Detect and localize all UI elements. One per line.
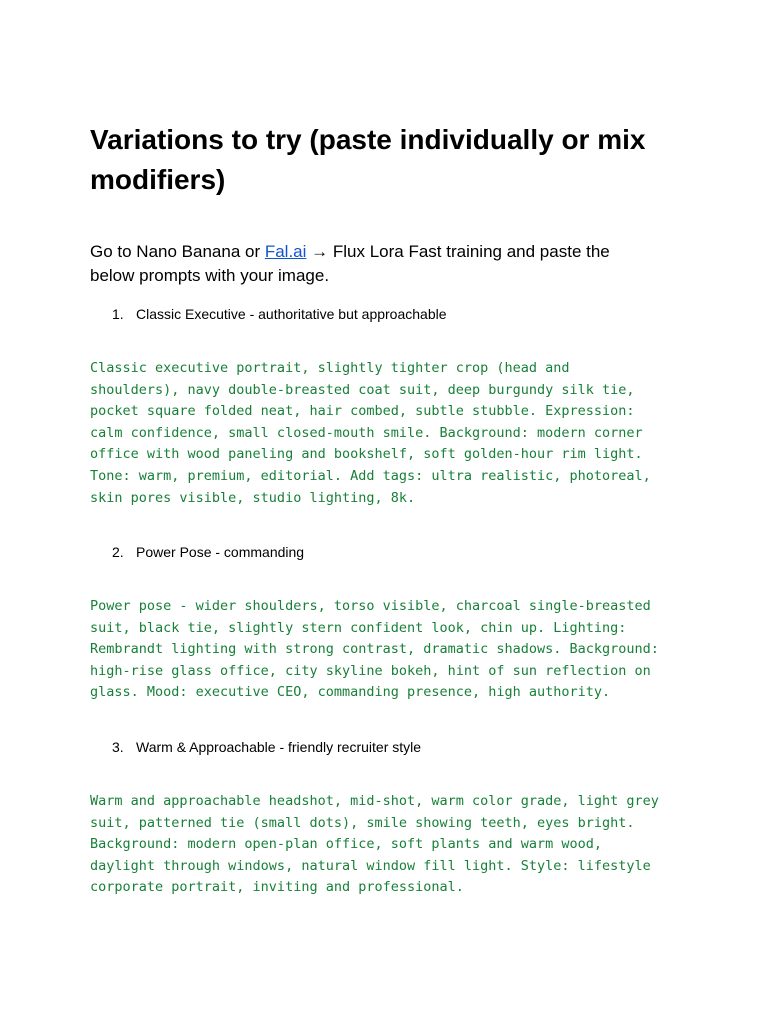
prompt-code-block-classic-executive: Classic executive portrait, slightly tighter crop (head and shoulders), navy double-breasted coat suit, deep burgundy silk tie, pocket square folded neat, hair combed, subtle stubble. Expression: calm confidence, small closed-mouth smile. Background: modern corner office with wood paneling and bookshelf, soft golden-hour rim light. Tone: warm, premium, editorial. Add tags: ultra realistic, photoreal, skin pores visible, studio lighting, 8k. xyxy=(90,360,651,506)
list-item-power-pose xyxy=(112,542,672,562)
intro-text-before-link: Go to Nano Banana or xyxy=(90,242,265,261)
list-item-warm-approachable xyxy=(112,737,672,757)
intro-text-after-link: → Flux Lora Fast training and paste the below prompts with your image. xyxy=(90,242,610,285)
list-item-number: 2. xyxy=(112,544,124,560)
list-item-heading: Classic Executive - authoritative but approachable xyxy=(136,306,447,322)
list-item-heading: Warm & Approachable - friendly recruiter style xyxy=(136,739,422,755)
list-item-classic-executive xyxy=(112,304,672,324)
prompt-code-block-warm-approachable: Warm and approachable headshot, mid-shot, warm color grade, light grey suit, patterned tie (small dots), smile showing teeth, eyes bright. Background: modern open-plan office, soft plants and warm wood, daylight through windows, natural window fill light. Style: lifestyle corporate portrait, inviting and professional. xyxy=(90,793,659,896)
list-item-number: 1. xyxy=(112,306,124,322)
list-item-number: 3. xyxy=(112,739,124,755)
prompt-code-block-power-pose: Power pose - wider shoulders, torso visible, charcoal single-breasted suit, black tie, slightly stern confident look, chin up. Lighting: Rembrandt lighting with strong contrast, dramatic shadows. Background: high-rise glass office, city skyline bokeh, hint of sun reflection on glass. Mood: executive CEO, commanding presence, high authority. xyxy=(90,598,659,701)
list-item-heading: Power Pose - commanding xyxy=(136,544,305,560)
fal-ai-link[interactable]: Fal.ai xyxy=(264,242,307,261)
intro-paragraph xyxy=(90,240,650,288)
document-title: Variations to try (paste individually or mix modifiers) xyxy=(90,124,646,195)
